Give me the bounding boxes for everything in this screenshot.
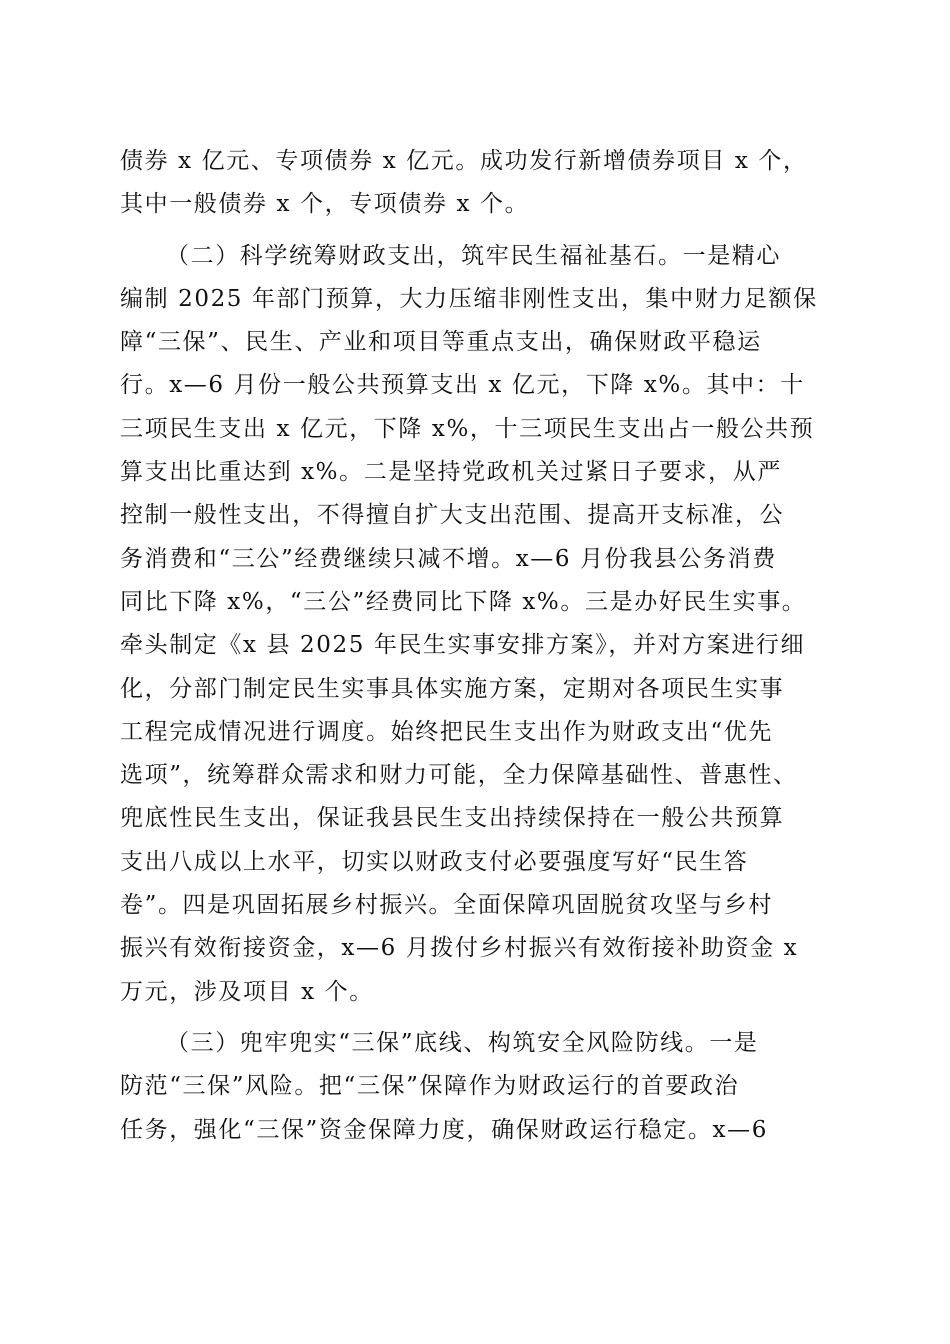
paragraph-gap	[120, 227, 840, 235]
text-line: 控制一般性支出，不得擅自扩大支出范围、提高开支标准，公	[120, 502, 785, 529]
text-line: 三项民生支出 x 亿元，下降 x%，十三项民生支出占一般公共预	[120, 415, 815, 442]
text-line: 防范“三保”风险。把“三保”保障作为财政运行的首要政治	[120, 1073, 740, 1100]
text-line: 算支出比重达到 x%。二是坚持党政机关过紧日子要求，从严	[120, 459, 782, 486]
paragraph-gap	[120, 1014, 840, 1022]
text-line: 化，分部门制定民生实事具体实施方案，定期对各项民生实事	[120, 675, 785, 702]
paragraph-section-2	[120, 235, 840, 1014]
text-line: 牵头制定《x 县 2025 年民生实事安排方案》，并对方案进行细	[120, 632, 806, 659]
text-line: 振兴有效衔接资金，x—6 月拨付乡村振兴有效衔接补助资金 x	[120, 935, 799, 962]
text-line: 同比下降 x%，“三公”经费同比下降 x%。三是办好民生实事。	[120, 588, 807, 615]
paragraph-section-3	[120, 1022, 840, 1152]
text-line: 支出八成以上水平，切实以财政支付必要强度写好“民生答	[120, 848, 749, 875]
text-line: 障“三保”、民生、产业和项目等重点支出，确保财政平稳运	[120, 329, 762, 356]
text-line: 选项”，统筹群众需求和财力可能，全力保障基础性、普惠性、	[120, 762, 798, 789]
text-line: 行。x—6 月份一般公共预算支出 x 亿元，下降 x%。其中：十	[120, 372, 805, 399]
text-line: 卷”。四是巩固拓展乡村振兴。全面保障巩固脱贫攻坚与乡村	[120, 892, 773, 919]
text-line: 工程完成情况进行调度。始终把民生支出作为财政支出“优先	[120, 718, 773, 745]
text-line: 兜底性民生支出，保证我县民生支出持续保持在一般公共预算	[120, 805, 785, 832]
text-line: 债券 x 亿元、专项债券 x 亿元。成功发行新增债券项目 x 个，	[120, 148, 808, 174]
text-line: 任务，强化“三保”资金保障力度，确保财政运行稳定。x—6	[120, 1116, 768, 1143]
text-line: 其中一般债券 x 个，专项债券 x 个。	[120, 191, 530, 218]
paragraph-bond-summary	[120, 140, 840, 227]
text-line: 万元，涉及项目 x 个。	[120, 978, 374, 1005]
text-line: 务消费和“三公”经费继续只减不增。x—6 月份我县公务消费	[120, 545, 777, 572]
text-line: 编制 2025 年部门预算，大力压缩非刚性支出，集中财力足额保	[120, 285, 818, 312]
body-text	[120, 140, 840, 1152]
section-heading-line: （二）科学统筹财政支出，筑牢民生福祉基石。一是精心	[166, 242, 781, 269]
section-heading-line: （三）兜牢兜实“三保”底线、构筑安全风险防线。一是	[166, 1029, 759, 1056]
